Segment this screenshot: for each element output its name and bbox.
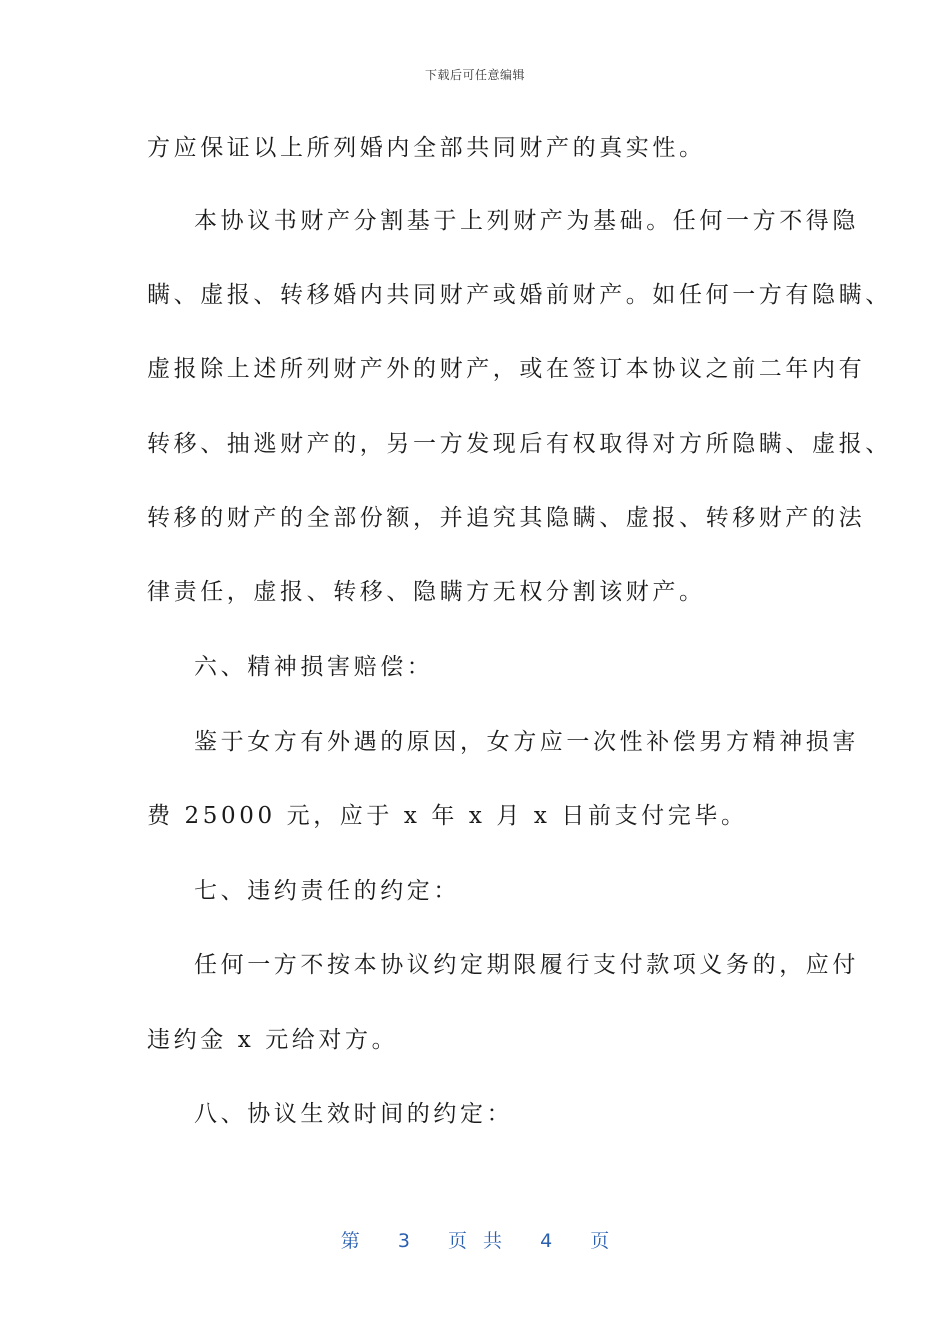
section-heading: 六、精神损害赔偿： <box>194 654 434 680</box>
section-heading: 八、协议生效时间的约定： <box>194 1101 514 1127</box>
page-footer <box>0 1226 950 1253</box>
header-note: 下载后可任意编辑 <box>424 68 525 82</box>
paragraph-line: 瞒、虚报、转移婚内共同财产或婚前财产。如任何一方有隐瞒、 <box>147 282 892 308</box>
paragraph-line: 方应保证以上所列婚内全部共同财产的真实性。 <box>147 135 706 161</box>
paragraph-line: 任何一方不按本协议约定期限履行支付款项义务的，应付 <box>194 952 859 978</box>
paragraph-line: 转移的财产的全部份额，并追究其隐瞒、虚报、转移财产的法 <box>147 505 866 531</box>
paragraph-line: 转移、抽逃财产的，另一方发现后有权取得对方所隐瞒、虚报、 <box>147 431 892 457</box>
paragraph-line: 费 25000 元，应于 x 年 x 月 x 日前支付完毕。 <box>147 803 748 829</box>
footer-middle: 页 共 <box>447 1230 503 1252</box>
footer-suffix: 页 <box>590 1230 610 1252</box>
section-heading: 七、违约责任的约定： <box>194 878 460 904</box>
paragraph-line: 虚报除上述所列财产外的财产，或在签订本协议之前二年内有 <box>147 356 866 382</box>
paragraph-line: 律责任，虚报、转移、隐瞒方无权分割该财产。 <box>147 579 706 605</box>
paragraph-line: 鉴于女方有外遇的原因，女方应一次性补偿男方精神损害 <box>194 729 859 755</box>
current-page-number: 3 <box>397 1230 410 1252</box>
paragraph-line: 违约金 x 元给对方。 <box>147 1027 399 1053</box>
total-page-number: 4 <box>540 1230 553 1252</box>
paragraph-line: 本协议书财产分割基于上列财产为基础。任何一方不得隐 <box>194 208 859 234</box>
footer-prefix: 第 <box>340 1230 360 1252</box>
